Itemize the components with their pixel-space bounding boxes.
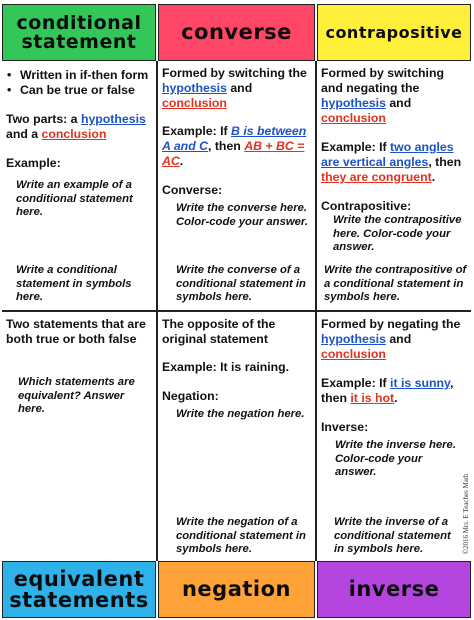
equivalent-cell [6, 317, 154, 417]
example-label: Example: [6, 156, 61, 170]
conditional-symbols-prompt: Write a conditional statement in symbols here. [16, 264, 132, 303]
negation-cell [162, 317, 314, 422]
hypothesis-term: hypothesis [162, 81, 227, 95]
header-contrapositive: contrapositive [317, 4, 471, 61]
negation-symbols-prompt: Write the negation of a conditional statement in symbols here. [176, 516, 306, 555]
contrapositive-description [321, 66, 469, 126]
negation-example: Example: It is raining. [162, 360, 290, 374]
text: Example: If [321, 376, 387, 390]
conditional-bullets [6, 68, 154, 98]
copyright-text: ©2016 Mrs. E Teaches Math [462, 473, 470, 555]
converse-symbols-prompt: Write the converse of a conditional statement in symbols here. [176, 264, 306, 303]
inverse-symbols-prompt: Write the inverse of a conditional statement in symbols here. [334, 516, 451, 555]
inverse-description [321, 317, 461, 362]
header-conditional-statement: conditional statement [2, 4, 156, 61]
two-parts-text [6, 112, 154, 142]
inverse-prompt: Write the inverse here. Color-code your answer. [335, 439, 456, 478]
hypothesis-term: hypothesis [321, 332, 386, 346]
text: and [389, 96, 412, 110]
hypothesis-term: hypothesis [321, 96, 386, 110]
converse-label: Converse: [162, 183, 223, 197]
text: , then [208, 139, 241, 153]
text: and a [6, 127, 39, 141]
equivalent-description: Two statements that are both true or both false [6, 317, 146, 346]
equivalent-prompt: Which statements are equivalent? Answer here. [18, 376, 135, 415]
example-hypothesis: B is between A and C [162, 124, 307, 153]
list-item: • Can be true or false [6, 83, 154, 98]
negation-prompt: Write the negation here. [176, 408, 305, 420]
header-converse: converse [158, 4, 315, 61]
conclusion-term: conclusion [41, 127, 107, 141]
copyright-notice [461, 470, 471, 560]
negation-description: The opposite of the original statement [162, 317, 276, 346]
list-item: • Written in if-then form [6, 68, 154, 83]
text: Example: If [162, 124, 228, 138]
text: Formed by negating the [321, 317, 461, 331]
footer-equivalent-statements: equivalent statements [2, 561, 156, 618]
contrapositive-cell [321, 66, 469, 255]
text: Two parts: a [6, 112, 78, 126]
hypothesis-term: hypothesis [80, 112, 146, 126]
footer-inverse: inverse [317, 561, 471, 618]
inverse-example: Example: If it is sunny, then it is hot. [321, 376, 454, 405]
contrapositive-prompt: Write the contrapositive here. Color-code your answer. [333, 214, 462, 253]
text: , then [428, 155, 462, 169]
example-hypothesis: two angles are vertical angles [321, 140, 454, 169]
converse-prompt: Write the converse here. Color-code your answer. [176, 202, 308, 228]
text: , then [321, 376, 454, 405]
conclusion-term: conclusion [321, 111, 386, 125]
inverse-cell [321, 317, 461, 480]
footer-negation: negation [158, 561, 315, 618]
contrapositive-example: Example: If two angles are vertical angles, then they are congruent. [321, 140, 462, 184]
text: and [230, 81, 253, 95]
conditional-cell [6, 68, 154, 220]
contrapositive-symbols-prompt: Write the contrapositive of a conditional statement in symbols here. [324, 264, 467, 303]
converse-description [162, 66, 314, 111]
conclusion-term: conclusion [162, 96, 227, 110]
converse-example: Example: If B is between A and C, then AB + BC = AC. [162, 124, 307, 168]
example-conclusion: they are congruent [321, 170, 432, 184]
text: Formed by switching and negating the [321, 66, 444, 95]
example-prompt: Write an example of a conditional statement here. [16, 179, 133, 218]
text: Example: If [321, 140, 387, 154]
contrapositive-label: Contrapositive: [321, 199, 412, 213]
text: and [389, 332, 412, 346]
converse-cell [162, 66, 314, 229]
negation-label: Negation: [162, 389, 219, 403]
conclusion-term: conclusion [321, 347, 386, 361]
example-conclusion: it is hot [350, 391, 395, 405]
example-conclusion: AB + BC = AC [162, 139, 305, 168]
grid-divider [2, 310, 471, 312]
text: Formed by switching the [162, 66, 307, 80]
inverse-label: Inverse: [321, 420, 369, 434]
example-hypothesis: it is sunny [390, 376, 450, 390]
